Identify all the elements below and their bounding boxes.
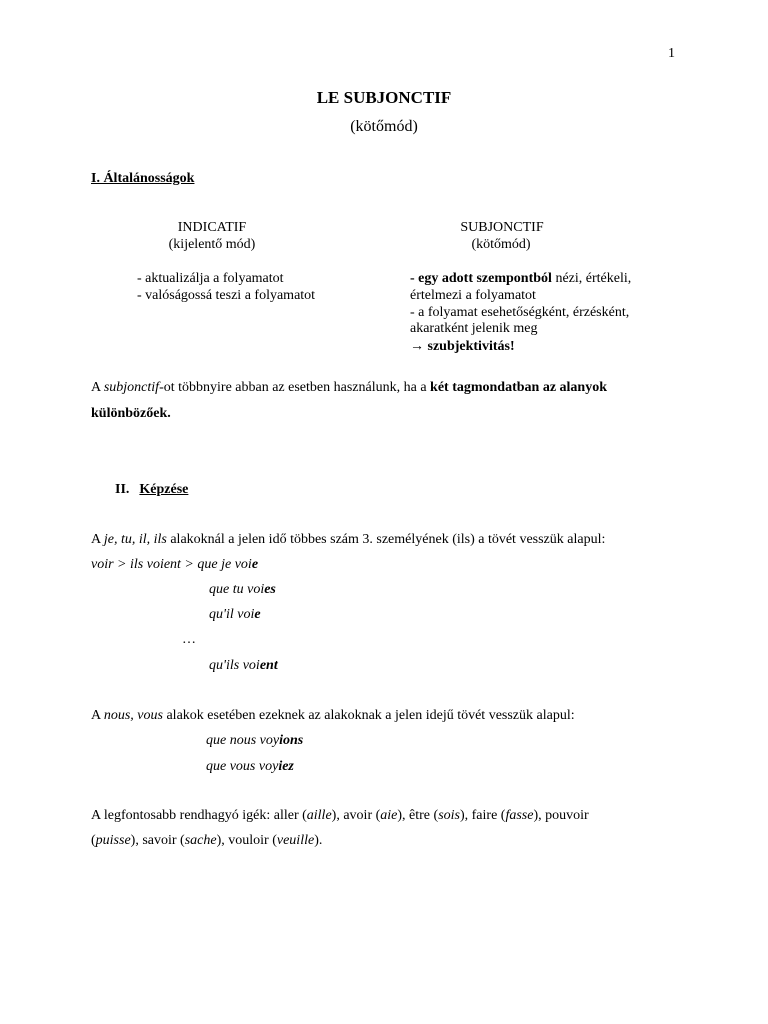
text-run: alakoknál a jelen idő többes szám 3. személyének (ils) a tövét vesszük alapul: bbox=[166, 532, 606, 547]
section1-heading: I. Általánosságok bbox=[91, 171, 195, 186]
verb-form: aie bbox=[380, 808, 398, 823]
indicatif-line-2: - valóságossá teszi a folyamatot bbox=[137, 288, 316, 303]
subjonctif-line-2: értelmezi a folyamatot bbox=[410, 288, 536, 303]
text-run-italic: subjonctif bbox=[103, 380, 160, 395]
text-run: ), faire ( bbox=[459, 808, 506, 823]
example-ending: iez bbox=[278, 759, 294, 774]
subjonctif-title: SUBJONCTIF bbox=[460, 220, 544, 235]
text-run-bold: különbözőek bbox=[91, 406, 168, 421]
text-run: ), vouloir ( bbox=[216, 833, 277, 848]
example-stem: qu'il voi bbox=[209, 607, 255, 622]
example-ending: ent bbox=[259, 658, 278, 673]
example-stem: qu'ils voi bbox=[209, 658, 260, 673]
example-ending: e bbox=[254, 607, 261, 622]
text-run: A legfontosabb rendhagyó igék: aller ( bbox=[91, 808, 307, 823]
subjonctif-line-3: - a folyamat esehetőségként, érzésként, bbox=[410, 305, 630, 320]
indicatif-title: INDICATIF bbox=[177, 220, 247, 235]
text-run: ( bbox=[91, 833, 96, 848]
text-run: ), être ( bbox=[397, 808, 439, 823]
example-ending: es bbox=[264, 582, 276, 597]
verb-form: fasse bbox=[505, 808, 534, 823]
text-run: alakok esetében ezeknek az alakoknak a jelen idejű tövét vesszük alapul: bbox=[162, 708, 575, 723]
indicatif-line-1: - aktualizálja a folyamatot bbox=[137, 271, 284, 286]
verb-form: puisse bbox=[95, 833, 131, 848]
example-nous bbox=[206, 733, 303, 749]
example-stem: que tu voi bbox=[209, 582, 265, 597]
text-run-italic: je, tu, il, ils bbox=[103, 532, 167, 547]
example-ils bbox=[209, 658, 278, 674]
indicatif-subtitle: (kijelentő mód) bbox=[168, 237, 256, 252]
example-stem: que vous voy bbox=[206, 759, 279, 774]
example-stem: que nous voy bbox=[206, 733, 280, 748]
page-number: 1 bbox=[668, 46, 675, 61]
section2-title: Képzése bbox=[139, 482, 189, 497]
text-run-bold: két tagmondatban az alanyok bbox=[430, 380, 607, 395]
section2-number: II. bbox=[115, 482, 130, 497]
text-run: -ot többnyire abban az esetben használunk, ha a bbox=[159, 380, 431, 395]
subjonctif-line-5 bbox=[410, 339, 515, 355]
example-stem: voir > ils voient > que je voi bbox=[91, 557, 252, 572]
usage-paragraph-line-2 bbox=[91, 406, 171, 422]
text-run: ), avoir ( bbox=[331, 808, 381, 823]
example-ending: ions bbox=[279, 733, 304, 748]
usage-paragraph-line-1 bbox=[91, 380, 607, 396]
subjonctif-line-5-bold: szubjektivitás bbox=[427, 339, 510, 354]
example-il bbox=[209, 607, 261, 623]
text-run: ), pouvoir bbox=[533, 808, 589, 823]
irregular-verbs-line-1 bbox=[91, 808, 589, 824]
text-run: A bbox=[91, 532, 104, 547]
section2-heading bbox=[115, 482, 188, 498]
verb-form: sache bbox=[184, 833, 217, 848]
subjonctif-line-4: akaratként jelenik meg bbox=[410, 321, 538, 336]
page-subtitle: (kötőmód) bbox=[350, 118, 418, 135]
text-run: ), savoir ( bbox=[130, 833, 185, 848]
subjonctif-line-1 bbox=[410, 271, 631, 287]
formation-paragraph-1 bbox=[91, 532, 605, 548]
example-vous bbox=[206, 759, 294, 775]
text-run-bold: . bbox=[167, 406, 171, 421]
example-ending: e bbox=[251, 557, 259, 572]
example-voir bbox=[91, 557, 258, 573]
arrow-icon: → bbox=[410, 339, 428, 354]
page-title: LE SUBJONCTIF bbox=[316, 88, 452, 107]
subjonctif-line-1-rest: nézi, értékeli, bbox=[551, 271, 632, 286]
example-tu bbox=[209, 582, 276, 598]
text-run: A bbox=[91, 708, 104, 723]
subjonctif-line-5-end: ! bbox=[509, 339, 515, 354]
verb-form: sois bbox=[438, 808, 460, 823]
text-run: A bbox=[91, 380, 104, 395]
ellipsis: … bbox=[182, 632, 196, 647]
verb-form: aille bbox=[306, 808, 332, 823]
formation-paragraph-2 bbox=[91, 708, 575, 724]
irregular-verbs-line-2 bbox=[91, 833, 322, 849]
text-run: ). bbox=[314, 833, 323, 848]
verb-form: veuille bbox=[276, 833, 315, 848]
text-run-italic: nous, vous bbox=[103, 708, 163, 723]
subjonctif-subtitle: (kötőmód) bbox=[471, 237, 531, 252]
subjonctif-line-1-bold: - egy adott szempontból bbox=[410, 271, 552, 286]
